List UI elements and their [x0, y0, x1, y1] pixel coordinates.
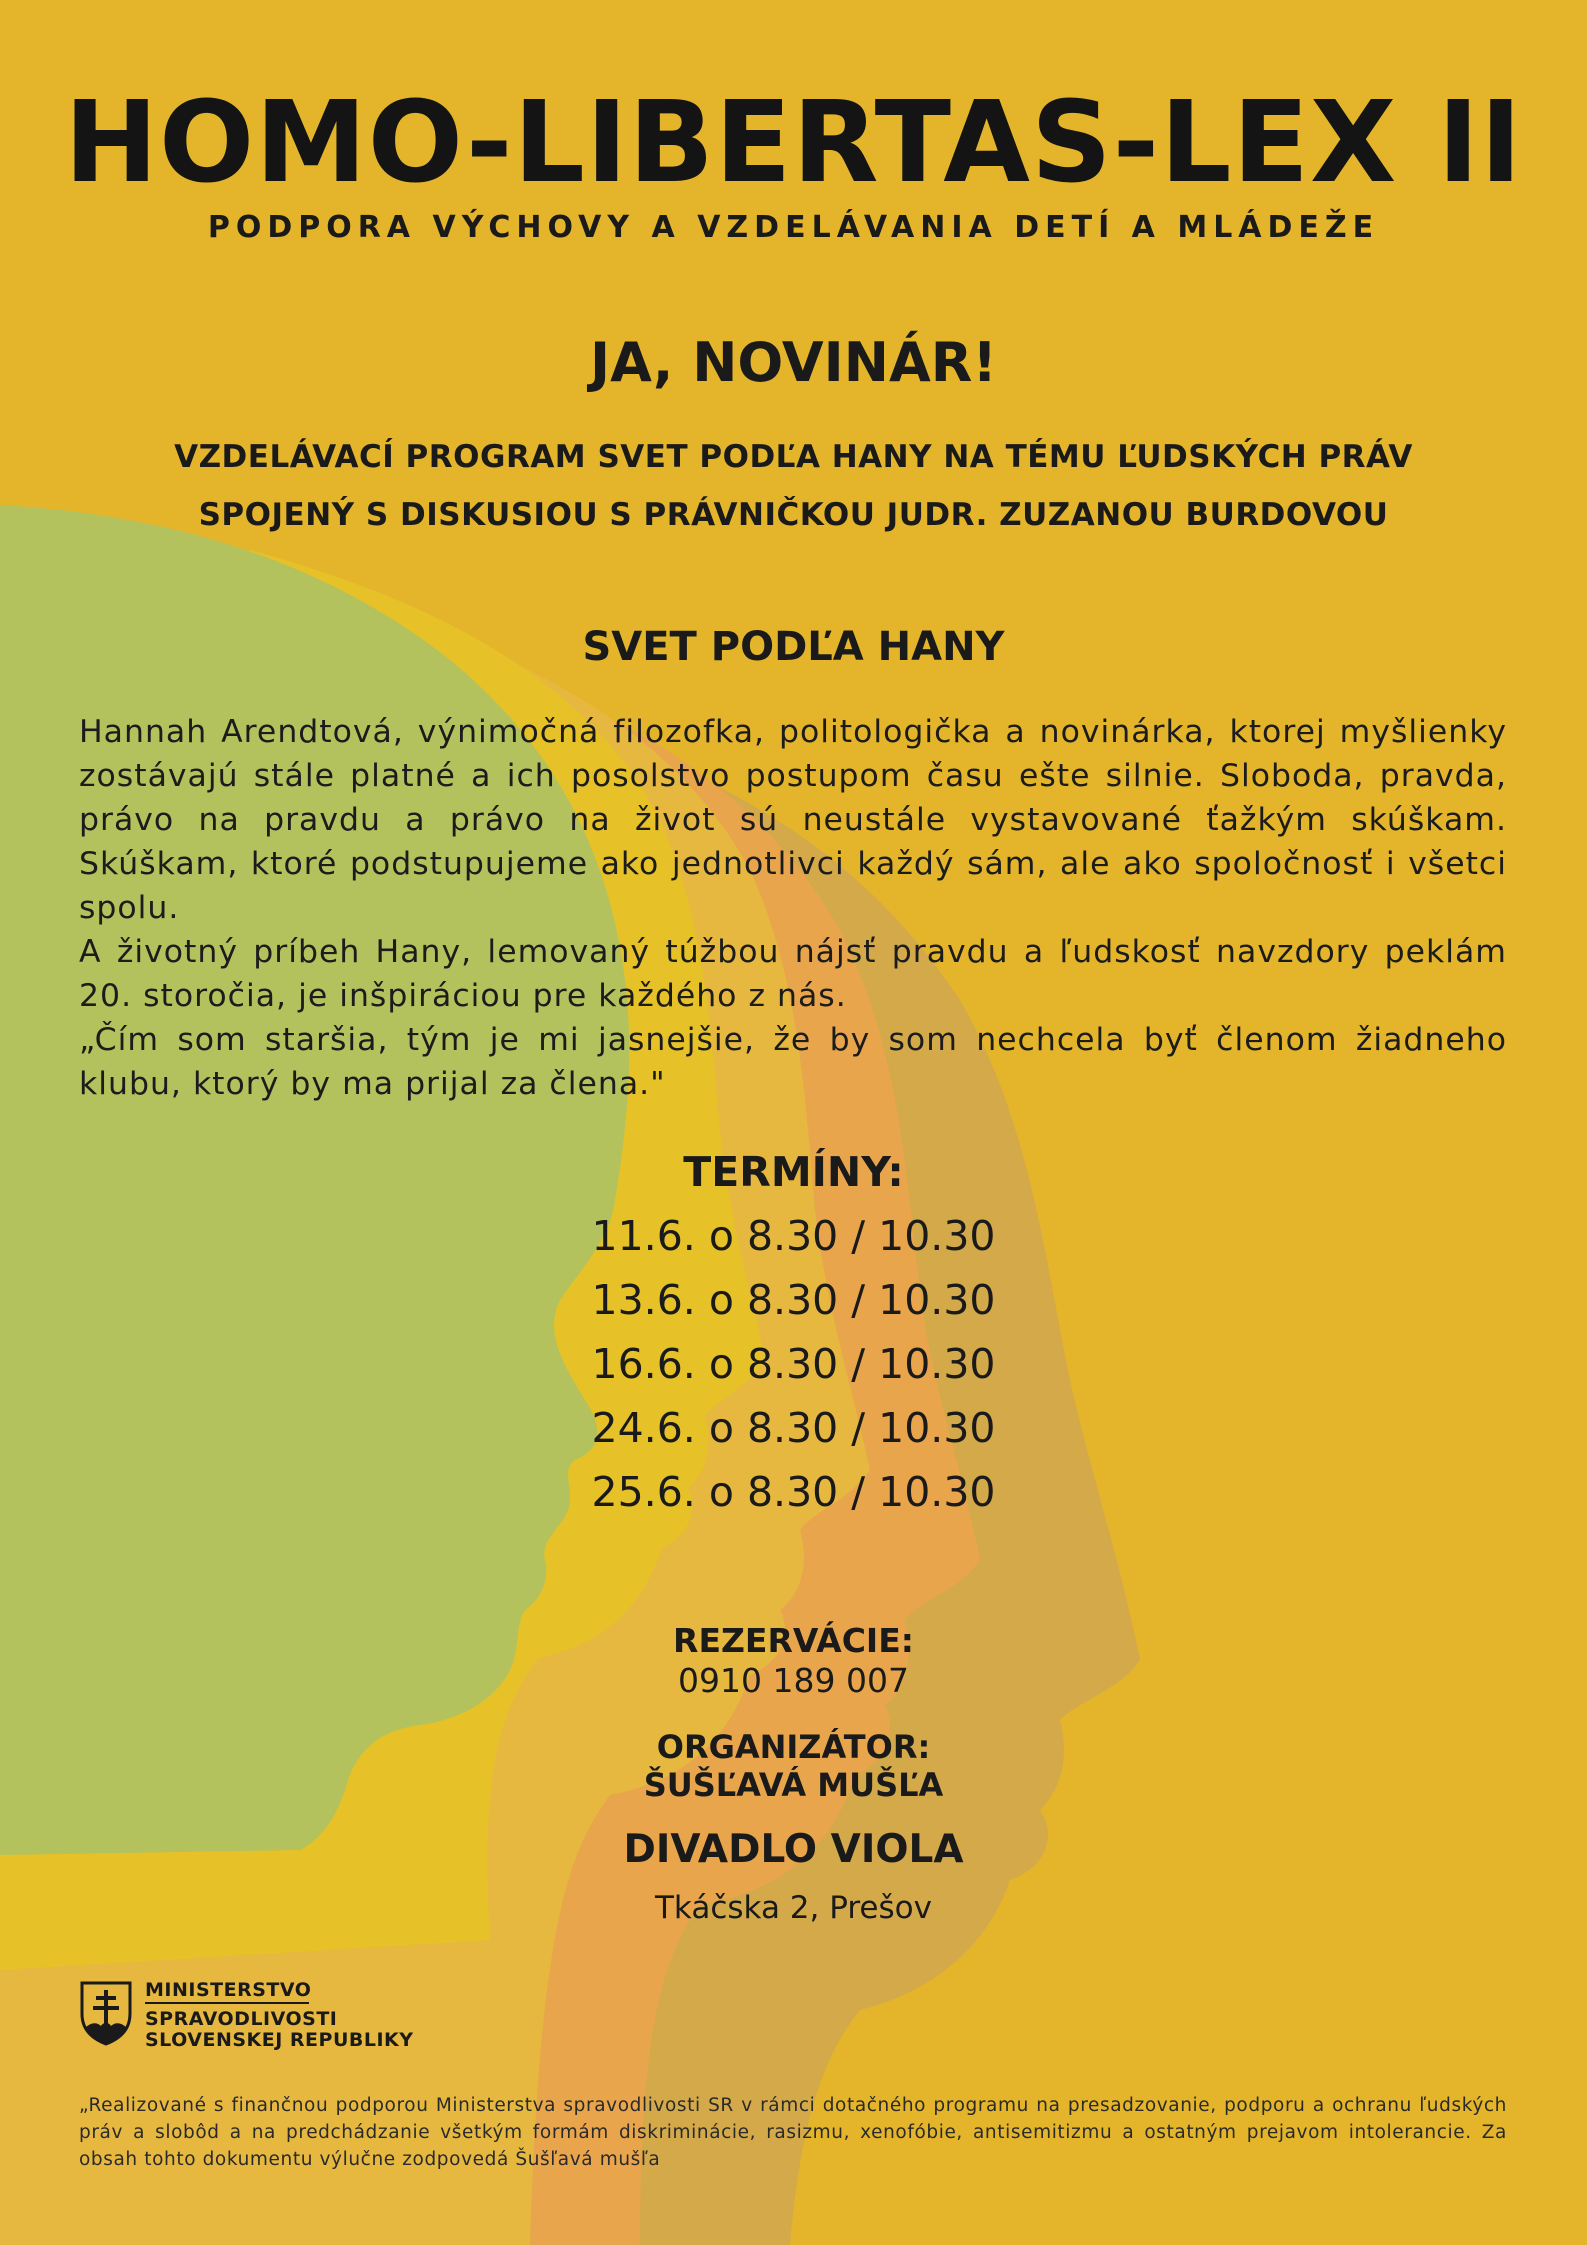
organizer-name: ŠUŠĽAVÁ MUŠĽA	[643, 1766, 944, 1804]
ministry-logo	[79, 1980, 419, 2060]
reservations-phone: 0910 189 007	[678, 1661, 909, 1700]
dates-list	[0, 1204, 1587, 1524]
program-line-2: SPOJENÝ S DISKUSIOU S PRÁVNIČKOU JUDR. ZUZANOU BURDOVOU	[198, 497, 1389, 533]
program-heading: JA, NOVINÁR!	[590, 331, 997, 394]
logo-line: SPRAVODLIVOSTI	[145, 2008, 338, 2030]
coat-of-arms-icon	[79, 1980, 133, 2046]
date-item: 13.6. o 8.30 / 10.30	[591, 1276, 996, 1324]
quote: „Čím som staršia, tým je mi jasnejšie, že by som nechcela byť členom žiadneho klubu, ktorý by ma prijal za člena."	[79, 1022, 1507, 1102]
reservations-label: REZERVÁCIE:	[673, 1621, 914, 1660]
organizer-label: ORGANIZÁTOR:	[656, 1728, 931, 1766]
logo-line: SLOVENSKEJ REPUBLIKY	[145, 2029, 414, 2051]
event-title: HOMO-LIBERTAS-LEX II	[64, 78, 1523, 208]
paragraph: Hannah Arendtová, výnimočná filozofka, politologička a novinárka, ktorej myšlienky zostávajú stále platné a ich posolstvo postupom času ešte silnie. Sloboda, pravda, právo na pravdu a právo na život sú neustále vystavované ťažkým skúškam. Skúškam, ktoré podstupujeme ako jednotlivci každý sám, ale ako spoločnosť i všetci spolu.	[79, 714, 1507, 926]
event-subtitle: PODPORA VÝCHOVY A VZDELÁVANIA DETÍ A MLÁDEŽE	[207, 210, 1380, 245]
description-text	[79, 710, 1507, 1106]
funding-footnote: „Realizované s finančnou podporou Ministerstva spravodlivosti SR v rámci dotačného programu na presadzovanie, podporu a ochranu ľudských práv a slobôd a na predchádzanie všetkým formám diskriminácie, rasizmu, xenofóbie, antisemitizmu a ostatným prejavom intolerancie. Za obsah tohto dokumentu výlučne zodpovedá Šušľavá mušľa	[79, 2095, 1507, 2170]
program-description	[0, 428, 1587, 544]
dates-heading: TERMÍNY:	[683, 1148, 904, 1196]
program-line-1: VZDELÁVACÍ PROGRAM SVET PODĽA HANY NA TÉMU ĽUDSKÝCH PRÁV	[174, 439, 1413, 475]
venue-name: DIVADLO VIOLA	[623, 1827, 964, 1872]
section-heading: SVET PODĽA HANY	[582, 624, 1005, 670]
date-item: 11.6. o 8.30 / 10.30	[591, 1212, 996, 1260]
paragraph: A životný príbeh Hany, lemovaný túžbou nájsť pravdu a ľudskosť navzdory peklám 20. storočia, je inšpiráciou pre každého z nás.	[79, 934, 1507, 1014]
date-item: 16.6. o 8.30 / 10.30	[591, 1340, 996, 1388]
venue-address: Tkáčska 2, Prešov	[655, 1890, 932, 1926]
date-item: 24.6. o 8.30 / 10.30	[591, 1404, 996, 1452]
ministry-name	[145, 1980, 414, 2051]
logo-line: MINISTERSTVO	[145, 1980, 309, 2004]
date-item: 25.6. o 8.30 / 10.30	[591, 1468, 996, 1516]
